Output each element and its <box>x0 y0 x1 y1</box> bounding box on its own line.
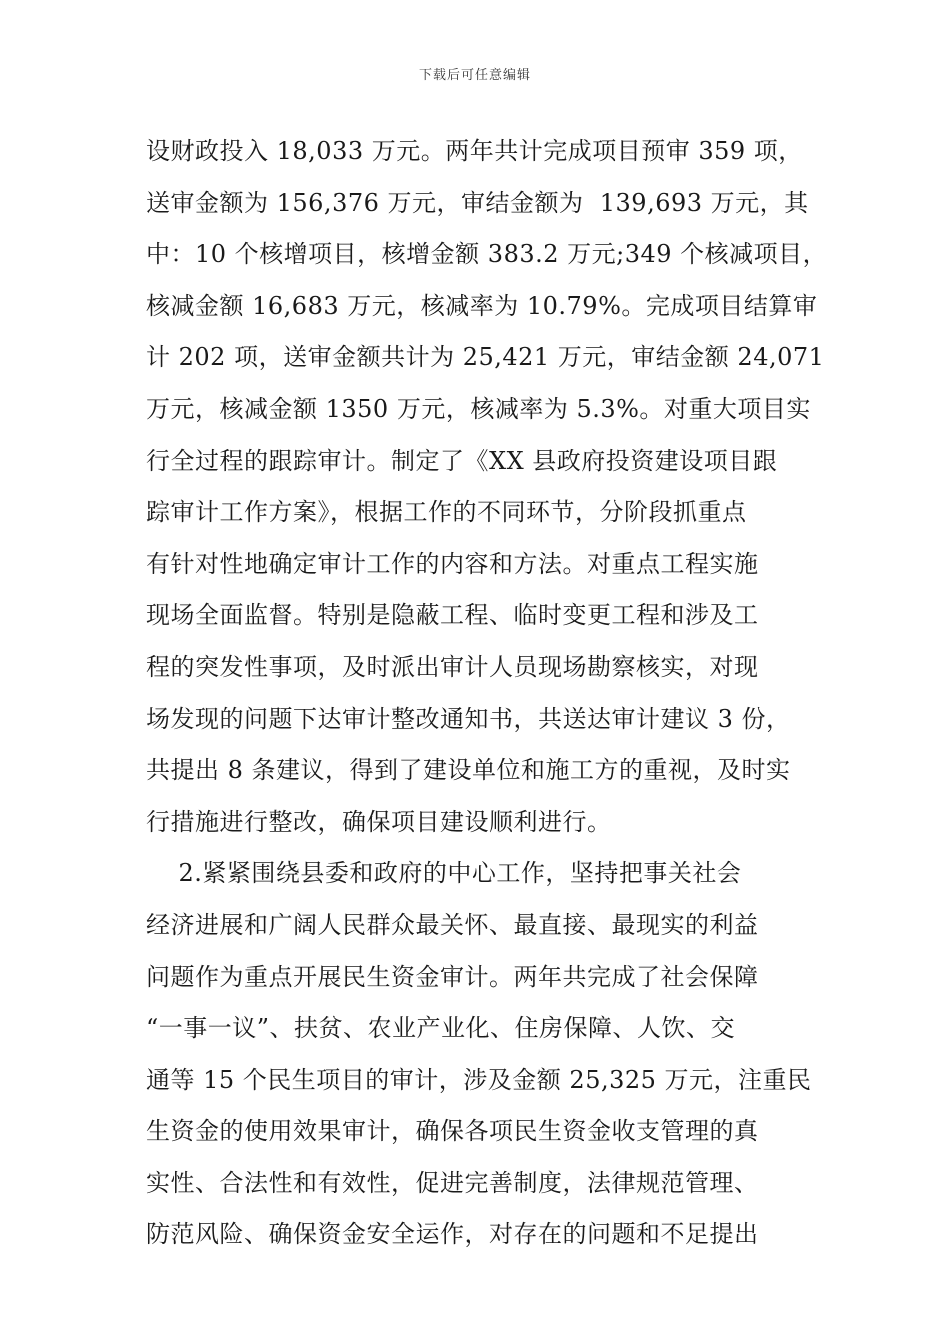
text-line: 送审金额为 156,376 万元，审结金额为 139,693 万元，其 <box>146 188 809 217</box>
text-line: 防范风险、确保资金安全运作，对存在的问题和不足提出 <box>146 1220 759 1249</box>
text-line: 通等 15 个民生项目的审计，涉及金额 25,325 万元，注重民 <box>146 1065 812 1094</box>
text-line: 有针对性地确定审计工作的内容和方法。对重点工程实施 <box>146 549 759 578</box>
text-line: 核减金额 16,683 万元，核减率为 10.79%。完成项目结算审 <box>146 291 818 320</box>
text-line: 场发现的问题下达审计整改通知书，共送达审计建议 3 份， <box>146 704 791 733</box>
text-line: 问题作为重点开展民生资金审计。两年共完成了社会保障 <box>146 962 759 991</box>
text-line: 万元，核减金额 1350 万元，核减率为 5.3%。对重大项目实 <box>146 394 811 423</box>
text-line: 计 202 项，送审金额共计为 25,421 万元，审结金额 24,071 <box>146 343 825 372</box>
text-line: 2.紧紧围绕县委和政府的中心工作，坚持把事关社会 <box>146 859 742 888</box>
document-body <box>146 126 828 1261</box>
text-line: 设财政投入 18,033 万元。两年共计完成项目预审 359 项， <box>146 137 803 165</box>
text-line: 共提出 8 条建议，得到了建设单位和施工方的重视，及时实 <box>146 756 791 785</box>
text-line: 行措施进行整改，确保项目建设顺利进行。 <box>146 807 612 836</box>
text-line: 踪审计工作方案》，根据工作的不同环节，分阶段抓重点 <box>146 498 747 527</box>
text-line: 中：10 个核增项目，核增金额 383.2 万元;349 个核减项目， <box>146 240 828 269</box>
text-line: 生资金的使用效果审计，确保各项民生资金收支管理的真 <box>146 1117 759 1146</box>
text-line: 实性、合法性和有效性，促进完善制度，法律规范管理、 <box>146 1168 759 1197</box>
text-line: 程的突发性事项，及时派出审计人员现场勘察核实，对现 <box>146 652 759 681</box>
page-header: 下载后可任意编辑 <box>418 68 531 83</box>
text-line: 经济进展和广阔人民群众最关怀、最直接、最现实的利益 <box>146 910 759 939</box>
text-line: “一事一议”、扶贫、农业产业化、住房保障、人饮、交 <box>146 1014 736 1043</box>
text-line: 现场全面监督。特别是隐蔽工程、临时变更工程和涉及工 <box>146 601 759 630</box>
text-line: 行全过程的跟踪审计。制定了《XX 县政府投资建设项目跟 <box>146 446 778 475</box>
